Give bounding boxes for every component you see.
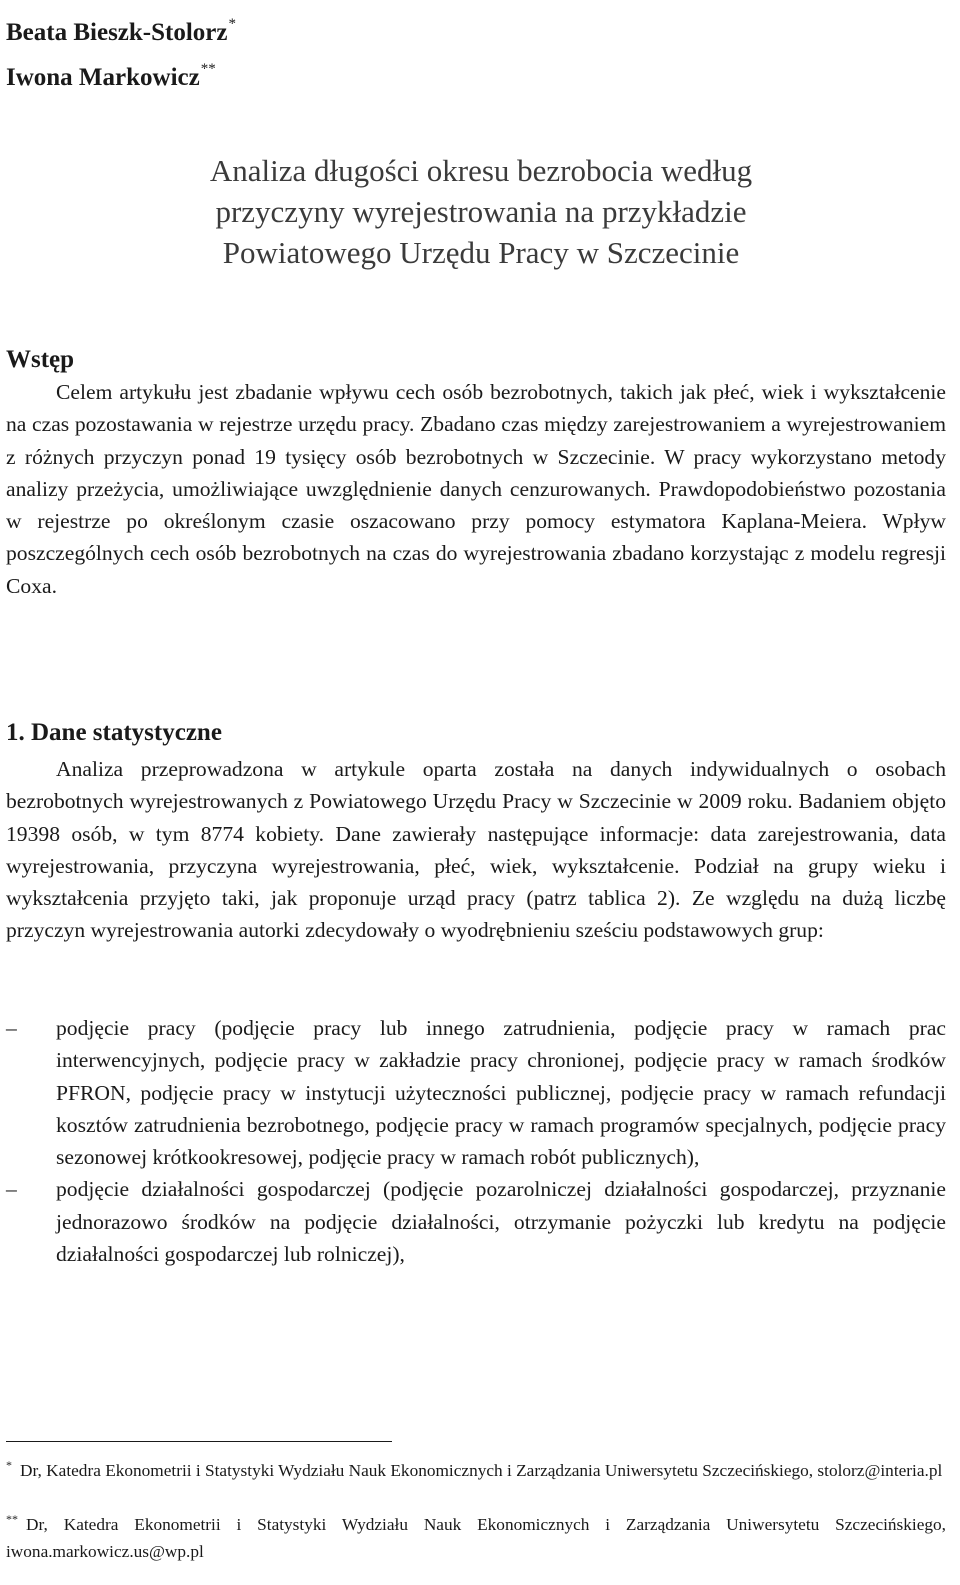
footnote-mark: * — [6, 1458, 12, 1472]
footnote-separator — [6, 1441, 392, 1442]
footnote-1 — [6, 1452, 946, 1484]
footnote-mark: ** — [6, 1512, 18, 1526]
list-dash: – — [6, 1016, 17, 1040]
section-1-paragraph: Analiza przeprowadzona w artykule oparta została na danych indywidualnych o osobach bezrobotnych wyrejestrowanych z Powiatowego Urzędu Pracy w Szczecinie w 2009 roku. Badaniem objęto 19398 osób, w tym 8774 kobiety. Dane zawierały następujące informacje: data zarejestrowania, data wyrejestrowania, przyczyna wyrejestrowania, płeć, wiek, wykształcenie. Podział na grupy wieku i wykształcenia przyjęto taki, jak proponuje urząd pracy (patrz tablica 2). Ze względu na dużą liczbę przyczyn wyrejestrowania autorki zdecydowały o wyodrębnieniu sześciu podstawowych grup: — [6, 757, 946, 943]
footnote-text: Dr, Katedra Ekonometrii i Statystyki Wydziału Nauk Ekonomicznych i Zarządzania Uniwersytetu Szczecińskiego, stolorz@interia.pl — [20, 1461, 943, 1480]
paper-title — [6, 150, 956, 273]
author-1 — [6, 6, 236, 51]
intro-paragraph: Celem artykułu jest zbadanie wpływu cech osób bezrobotnych, takich jak płeć, wiek i wykształcenie na czas pozostawania w rejestrze urzędu pracy. Zbadano czas między zarejestrowaniem a wyrejestrowaniem z różnych przyczyn ponad 19 tysięcy osób bezrobotnych w Szczecinie. W pracy wykorzystano metody analizy przeżycia, umożliwiające uwzględnienie danych cenzurowanych. Prawdopodobieństwo pozostania w rejestrze po określonym czasie oszacowano przy pomocy estymatora Kaplana-Meiera. Wpływ poszczególnych cech osób bezrobotnych na czas do wyrejestrowania zbadano korzystając z modelu regresji Coxa. — [6, 380, 946, 598]
author-name: Iwona Markowicz — [6, 64, 200, 91]
author-name: Beata Bieszk-Stolorz — [6, 19, 228, 46]
list-item-text: podjęcie działalności gospodarczej (podjęcie pozarolniczej działalności gospodarczej, przyznanie jednorazowo środków na podjęcie działalności, otrzymanie pożyczki lub kredytu na podjęcie działalności gospodarczej lub rolniczej), — [56, 1177, 946, 1267]
section-1-heading: 1. Dane statystyczne — [6, 719, 222, 746]
title-line: Powiatowego Urzędu Pracy w Szczecinie — [222, 235, 740, 270]
list-item — [6, 1012, 946, 1173]
list-dash: – — [6, 1177, 17, 1202]
list-item-text: podjęcie pracy (podjęcie pracy lub innego zatrudnienia, podjęcie pracy w ramach prac interwencyjnych, podjęcie pracy w zakładzie pracy chronionej, podjęcie pracy w ramach środków PFRON, podjęcie pracy w instytucji użyteczności publicznej, podjęcie pracy w ramach refundacji kosztów zatrudnienia bezrobotnego, podjęcie pracy w ramach programów specjalnych, podjęcie pracy sezonowej krótkookresowej, podjęcie pracy w ramach robót publicznych), — [56, 1016, 946, 1170]
footnote-text: Dr, Katedra Ekonometrii i Statystyki Wydziału Nauk Ekonomicznych i Zarządzania Uniwersytetu Szczecińskiego, iwona.markowicz.us@wp.pl — [6, 1515, 946, 1561]
author-footnote-mark: * — [228, 16, 236, 32]
title-line: Analiza długości okresu bezrobocia według — [209, 153, 753, 188]
author-footnote-mark: ** — [200, 61, 216, 77]
intro-heading: Wstęp — [6, 346, 75, 373]
author-2 — [6, 51, 236, 96]
list-item — [6, 1173, 946, 1270]
title-line: przyczyny wyrejestrowania na przykładzie — [215, 194, 747, 229]
author-block — [6, 6, 236, 96]
footnote-2 — [6, 1506, 946, 1565]
exit-reason-list — [6, 1012, 946, 1270]
